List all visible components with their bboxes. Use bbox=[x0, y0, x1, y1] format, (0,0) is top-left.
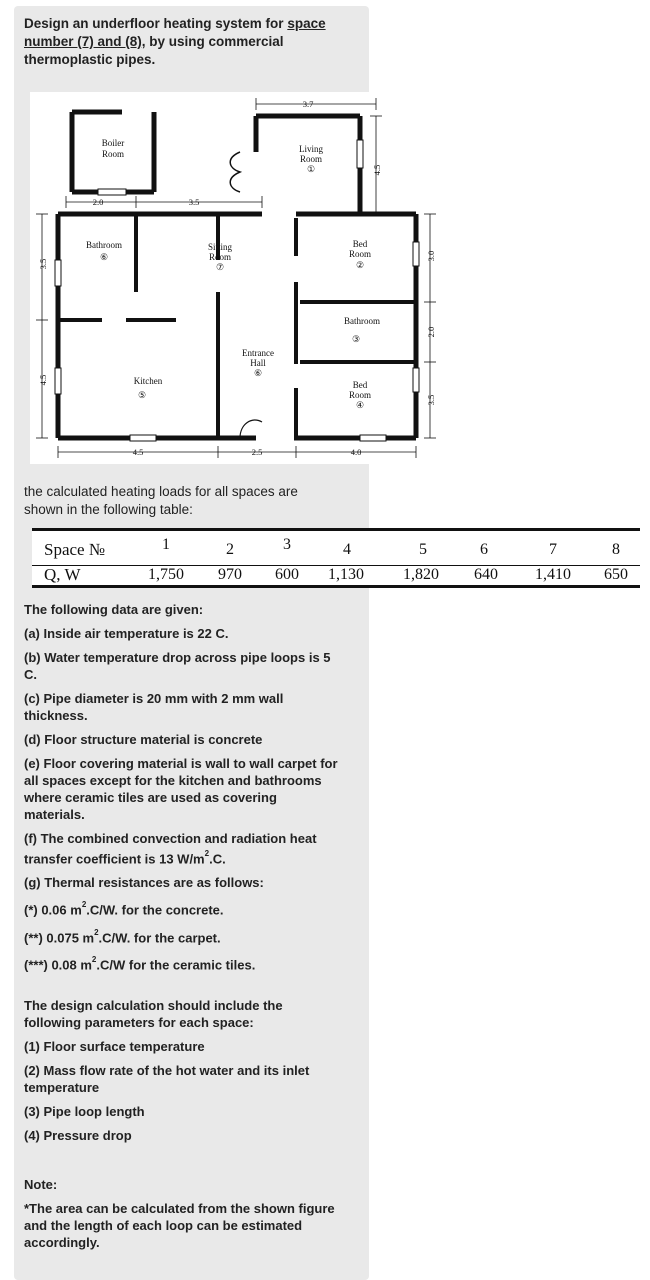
boiler-room-label-1: Boiler bbox=[101, 138, 125, 148]
note-line-1: *The area can be calculated from the shown figure bbox=[24, 1201, 335, 1216]
given-item-f-line-1: (f) The combined convection and radiation heat bbox=[24, 831, 317, 846]
dimension-3-7: 3.7 bbox=[302, 99, 314, 109]
living-room-label-1: Living bbox=[299, 144, 323, 154]
given-item-e-line-3: where ceramic tiles are used as covering bbox=[24, 790, 277, 805]
living-room-label-2: Room bbox=[299, 154, 323, 164]
given-item-b-line-1: (b) Water temperature drop across pipe loops is 5 bbox=[24, 650, 331, 665]
given-item-c-line-2: thickness. bbox=[24, 708, 88, 723]
resistance-ceramic: (***) 0.08 $m^2.C/W$ for the ceramic tiles. bbox=[24, 954, 256, 973]
question-link-number[interactable]: number (7) and (8) bbox=[24, 34, 142, 49]
given-heading: The following data are given: bbox=[24, 602, 204, 617]
bed-room-4-label-1: Bed bbox=[352, 380, 368, 390]
question-text: Design an underfloor heating system for space number (7) and (8), by using commercial thermoplastic pipes. bbox=[24, 16, 326, 67]
loads-intro: the calculated heating loads for all spaces are shown in the following table: bbox=[24, 484, 298, 517]
given-item-e-line-4: materials. bbox=[24, 807, 85, 822]
given-item-e-line-2: all spaces except for the kitchen and bathrooms bbox=[24, 773, 322, 788]
given-item-e-line-1: (e) Floor covering material is wall to wall carpet for bbox=[24, 756, 338, 771]
dimension-3-5-top: 3.5 bbox=[188, 197, 200, 207]
space-number-header: Space № bbox=[44, 540, 106, 559]
given-item-c-line-1: (c) Pipe diameter is 20 mm with 2 mm wall bbox=[24, 691, 284, 706]
space-cell: 2 bbox=[226, 541, 234, 558]
design-requirements bbox=[24, 997, 354, 1144]
question-link-space[interactable]: space bbox=[287, 16, 326, 31]
living-room-number: ① bbox=[306, 164, 316, 174]
table-top-rule bbox=[32, 528, 640, 531]
space-cell: 5 bbox=[419, 541, 427, 558]
floor-plan-drawing bbox=[30, 92, 450, 464]
bed-room-2-number: ② bbox=[355, 260, 365, 270]
bathroom-3-label: Bathroom bbox=[344, 316, 380, 326]
entrance-hall-label-1: Entrance bbox=[242, 348, 274, 358]
load-cell: 600 bbox=[275, 566, 299, 583]
dimension-4-5-left: 4.5 bbox=[38, 374, 48, 386]
design-item-4: (4) Pressure drop bbox=[24, 1128, 132, 1143]
entrance-hall-label-2: Hall bbox=[250, 358, 266, 368]
load-cell: 1,820 bbox=[403, 566, 439, 583]
load-cell: 650 bbox=[604, 566, 628, 583]
design-item-3: (3) Pipe loop length bbox=[24, 1104, 145, 1119]
resistance-carpet: (**) 0.075 $m^2.C/W$. for the carpet. bbox=[24, 927, 221, 945]
sitting-room-label-2: Room bbox=[208, 252, 232, 262]
boiler-room-label-2: Room bbox=[101, 149, 125, 159]
design-item-2-line-1: (2) Mass flow rate of the hot water and its inlet bbox=[24, 1063, 310, 1078]
space-cell: 7 bbox=[549, 541, 557, 558]
heating-loads-table bbox=[32, 528, 640, 588]
heat-load-header: Q, W bbox=[44, 565, 81, 584]
bed-room-2-label-2: Room bbox=[348, 249, 372, 259]
note-line-2: and the length of each loop can be estimated bbox=[24, 1218, 303, 1233]
kitchen-number: ⑤ bbox=[137, 390, 147, 400]
load-cell: 640 bbox=[474, 566, 498, 583]
dimension-2-5: 2.5 bbox=[251, 447, 263, 457]
given-data-list bbox=[24, 601, 354, 973]
dimension-3-0: 3.0 bbox=[426, 250, 436, 262]
given-item-f-line-2: transfer coefficient is 13 $W/m^2.C$. bbox=[24, 849, 226, 867]
space-cell: 3 bbox=[283, 536, 291, 553]
bed-room-4-number: ④ bbox=[355, 400, 365, 410]
bathroom-6-label: Bathroom bbox=[86, 240, 122, 250]
dimension-4-0: 4.0 bbox=[350, 447, 362, 457]
given-item-b-line-2: C. bbox=[24, 667, 37, 682]
table-bottom-rule bbox=[32, 585, 640, 588]
design-intro-line-1: The design calculation should include the bbox=[24, 998, 283, 1013]
dimension-4-5-right: 4.5 bbox=[372, 164, 382, 176]
design-item-1: (1) Floor surface temperature bbox=[24, 1039, 205, 1054]
kitchen-label: Kitchen bbox=[133, 376, 163, 386]
space-cell: 1 bbox=[162, 536, 170, 553]
load-cell: 970 bbox=[218, 566, 242, 583]
given-item-g: (g) Thermal resistances are as follows: bbox=[24, 875, 264, 891]
sitting-room-label-1: Sitting bbox=[207, 242, 233, 252]
given-item-d: (d) Floor structure material is concrete bbox=[24, 732, 263, 747]
load-cell: 1,410 bbox=[535, 566, 571, 583]
design-item-2-line-2: temperature bbox=[24, 1080, 100, 1095]
load-cell: 1,750 bbox=[148, 566, 184, 583]
space-cell: 8 bbox=[612, 541, 620, 558]
design-intro-line-2: following parameters for each space: bbox=[24, 1015, 254, 1030]
space-cell: 4 bbox=[343, 541, 351, 558]
bathroom-3-number: ③ bbox=[351, 334, 361, 344]
note-heading: Note: bbox=[24, 1177, 58, 1192]
given-item-a: (a) Inside air temperature is 22 C. bbox=[24, 626, 229, 641]
load-cell: 1,130 bbox=[328, 566, 364, 583]
dimension-3-5-left: 3.5 bbox=[38, 258, 48, 270]
entrance-hall-number: ⑥ bbox=[253, 368, 263, 378]
floor-plan-figure bbox=[30, 92, 450, 464]
dimension-2-0: 2.0 bbox=[92, 197, 104, 207]
dimension-2-0-right: 2.0 bbox=[426, 326, 436, 338]
resistance-concrete: (*) 0.06 $m^2.C/W$. for the concrete. bbox=[24, 900, 224, 918]
note-section bbox=[24, 1176, 354, 1251]
space-cell: 6 bbox=[480, 541, 488, 558]
bathroom-6-number: ⑥ bbox=[99, 252, 109, 262]
dimension-4-5-bottom: 4.5 bbox=[132, 447, 144, 457]
bed-room-2-label-1: Bed bbox=[352, 239, 368, 249]
dimension-3-5-right: 3.5 bbox=[426, 394, 436, 406]
bed-room-4-label-2: Room bbox=[348, 390, 372, 400]
note-line-3: accordingly. bbox=[24, 1235, 100, 1250]
sitting-room-number: ⑦ bbox=[215, 262, 225, 272]
